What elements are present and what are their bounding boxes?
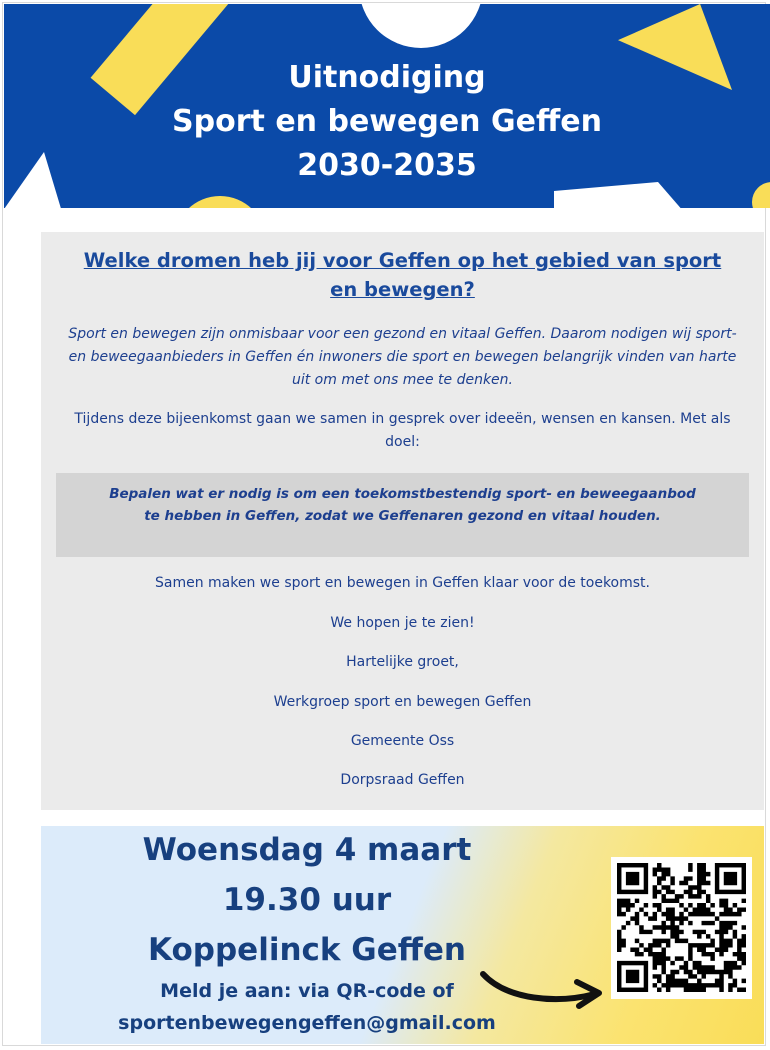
hope-text: We hopen je te zien! [330, 615, 475, 631]
qr-finder-inner-0 [626, 872, 639, 885]
qr-code[interactable] [611, 857, 752, 999]
signup-text: Meld je aan: via QR-code of [160, 980, 454, 1002]
title-line-2: Sport en bewegen Geffen [172, 104, 602, 139]
together-text: Samen maken we sport en bewegen in Geffen klaar voor de toekomst. [155, 575, 650, 591]
event-time: 19.30 uur [222, 882, 392, 918]
event-panel [41, 826, 764, 1044]
yellow-semicircle-decoration [174, 196, 266, 208]
workgroup-signature: Werkgroep sport en bewegen Geffen [273, 694, 532, 710]
curved-arrow-icon [477, 964, 607, 1010]
white-circle-decoration [359, 4, 483, 48]
goal-text: Bepalen wat er nodig is om een toekomstbestendig sport- en beweegaanbod te hebben in Geffen, zodat we Geffenaren gezond en vitaal houden. [109, 486, 696, 524]
header-banner [4, 4, 770, 208]
title-line-3: 2030-2035 [297, 148, 477, 183]
page-title [4, 56, 770, 188]
event-venue: Koppelinck Geffen [148, 932, 466, 968]
village-council-signature: Dorpsraad Geffen [340, 772, 465, 788]
event-date: Woensdag 4 maart [142, 832, 472, 868]
title-line-1: Uitnodiging [288, 60, 486, 95]
qr-code-icon [617, 863, 746, 992]
invitation-card [41, 232, 764, 810]
intro-paragraph: Sport en bewegen zijn onmisbaar voor een gezond en vitaal Geffen. Daarom nodigen wij sport- en beweegaanbieders in Geffen én inwoners die sport en bewegen belangrijk vinden van harte uit om met ons mee te denken. [68, 326, 737, 388]
goal-box [56, 473, 749, 557]
email-link[interactable]: sportenbewegengeffen@gmail.com [118, 1012, 496, 1034]
qr-finder-inner-2 [626, 970, 639, 983]
greeting-text: Hartelijke groet, [346, 654, 459, 670]
meeting-paragraph: Tijdens deze bijeenkomst gaan we samen in gesprek over ideeën, wensen en kansen. Met als doel: [74, 411, 731, 450]
municipality-signature: Gemeente Oss [350, 733, 455, 749]
qr-finder-inner-1 [724, 872, 737, 885]
question-heading: Welke dromen heb jij voor Geffen op het gebied van sport en bewegen? [83, 249, 722, 301]
